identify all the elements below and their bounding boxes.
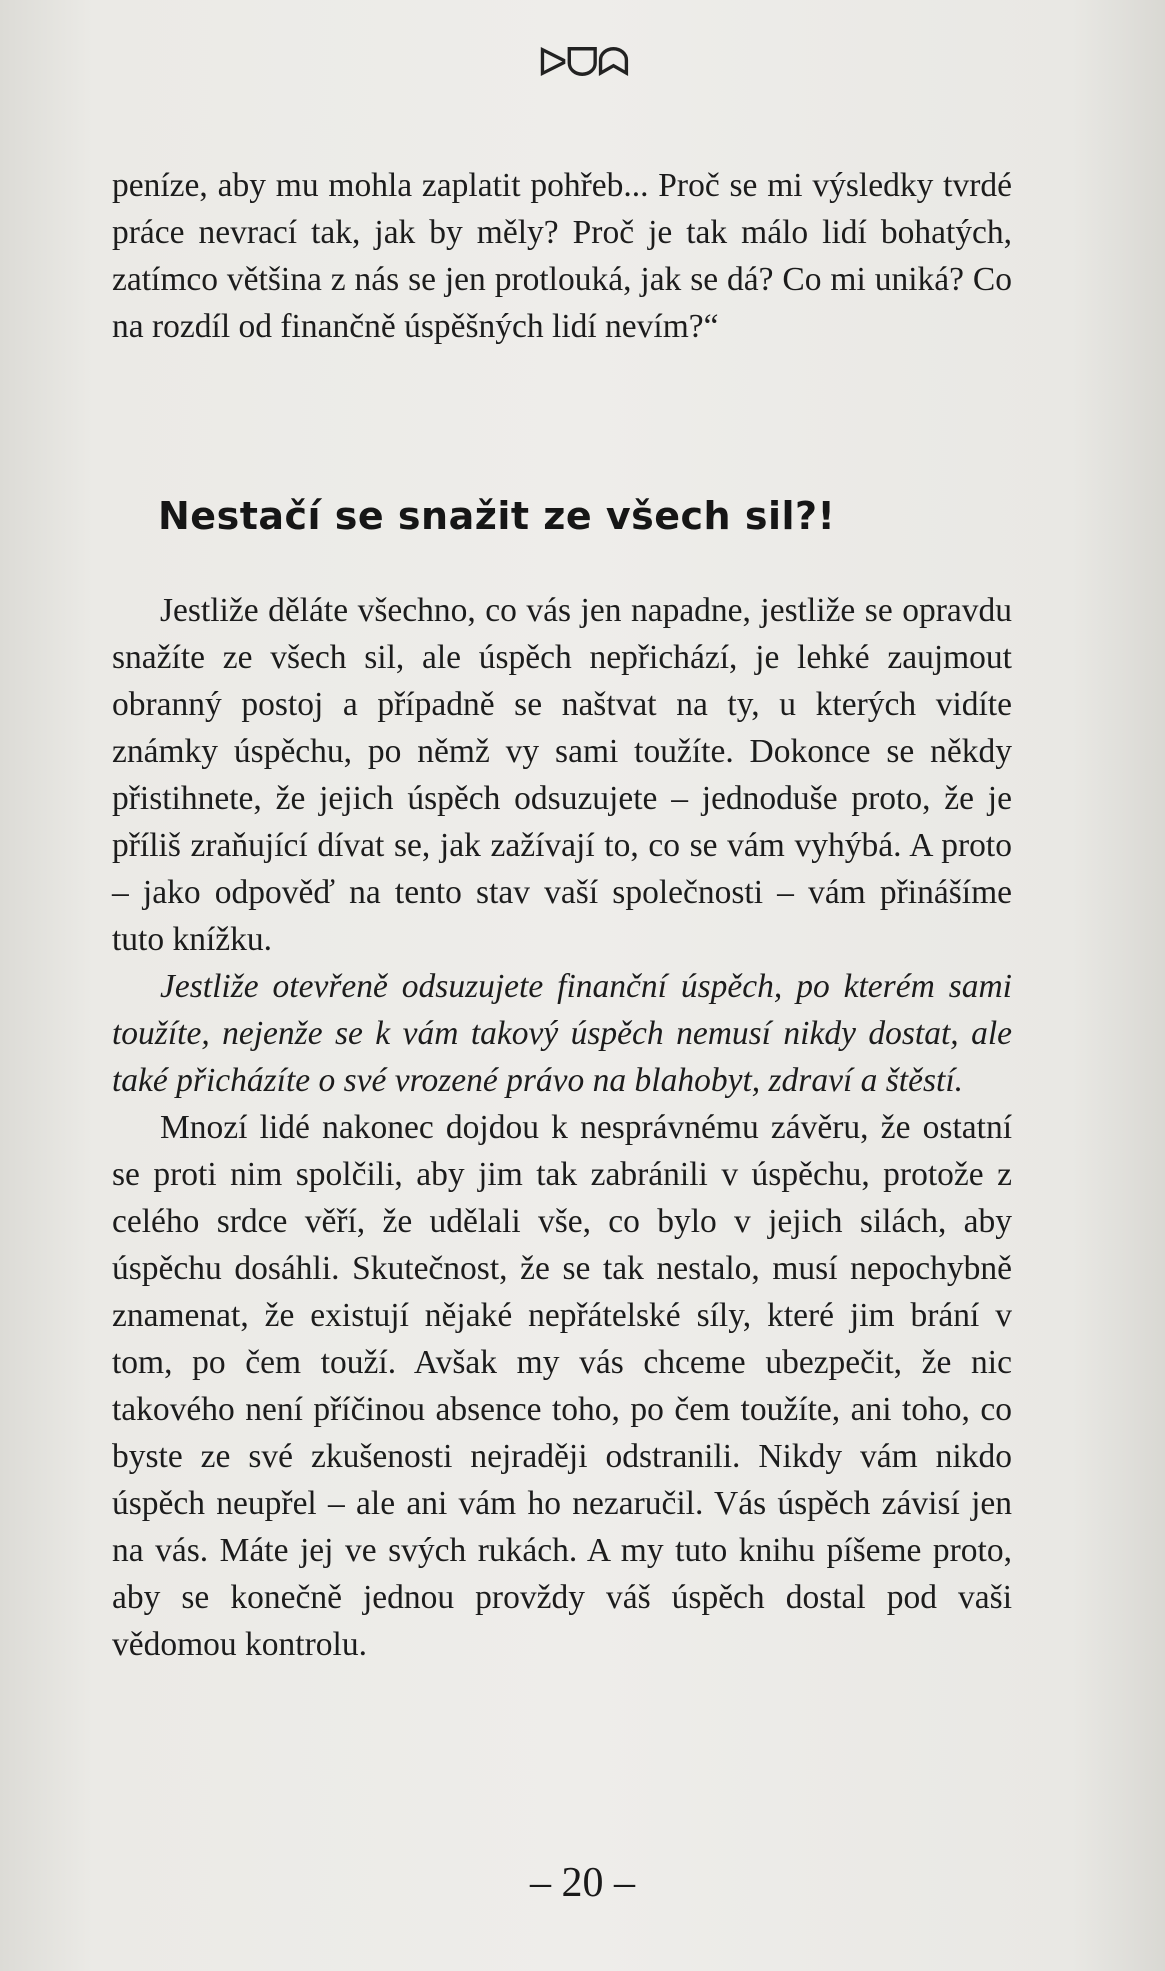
chapter-ornament: ᐅᗜᗣ [536,40,629,85]
intro-text [112,162,1012,350]
body-paragraph-3: Mnozí lidé nakonec dojdou k nesprávnému závěru, že ostatní se proti nim spolčili, aby jim tak zabránili v úspěchu, protože z celého srdce věří, že udělali vše, co bylo v jejich silách, aby úspěchu dosáhli. Skutečnost, že se tak nestalo, musí nepochybně znamenat, že existují nějaké nepřátelské síly, které jim brání v tom, po čem touží. Avšak my vás chceme ubezpečit, že nic takového není příčinou absence toho, po čem toužíte, ani toho, co byste ze své zkušenosti nejraději odstranili. Nikdy vám nikdo úspěch neupřel – ale ani vám ho nezaručil. Vás úspěch závisí jen na vás. Máte jej ve svých rukách. A my tuto knihu píšeme proto, aby se konečně jednou provždy váš úspěch dostal pod vaši vědomou kontrolu. [112,1109,1012,1663]
intro-paragraph: peníze, aby mu mohla zaplatit pohřeb... Proč se mi výsledky tvrdé práce nevrací tak, jak by měly? Proč je tak málo lidí bohatých, zatímco většina z nás se jen protlouká, jak se dá? Co mi uniká? Co na rozdíl od finančně úspěšných lidí nevím?“ [112,167,1012,345]
body-paragraph-italic: Jestliže otevřeně odsuzujete finanční úspěch, po kterém sami toužíte, nejenže se k vám takový úspěch nemusí nikdy dostat, ale také přicházíte o své vrozené právo na blahobyt, zdraví a štěstí. [112,968,1012,1099]
body-paragraph-1: Jestliže děláte všechno, co vás jen napadne, jestliže se opravdu snažíte ze všech sil, ale úspěch nepřichází, je lehké zaujmout obranný postoj a případně se naštvat na ty, u kterých vidíte známky úspěchu, po němž vy sami toužíte. Dokonce se někdy přistihnete, že jejich úspěch odsuzujete – jednoduše proto, že je příliš zraňující dívat se, jak zažívají to, co se vám vyhýbá. A proto – jako odpověď na tento stav vaší společnosti – vám přinášíme tuto knížku. [112,592,1012,958]
page-number: – 20 – [530,1860,635,1906]
section-heading: Nestačí se snažit ze všech sil?! [158,494,836,538]
section-body [112,587,1012,1668]
